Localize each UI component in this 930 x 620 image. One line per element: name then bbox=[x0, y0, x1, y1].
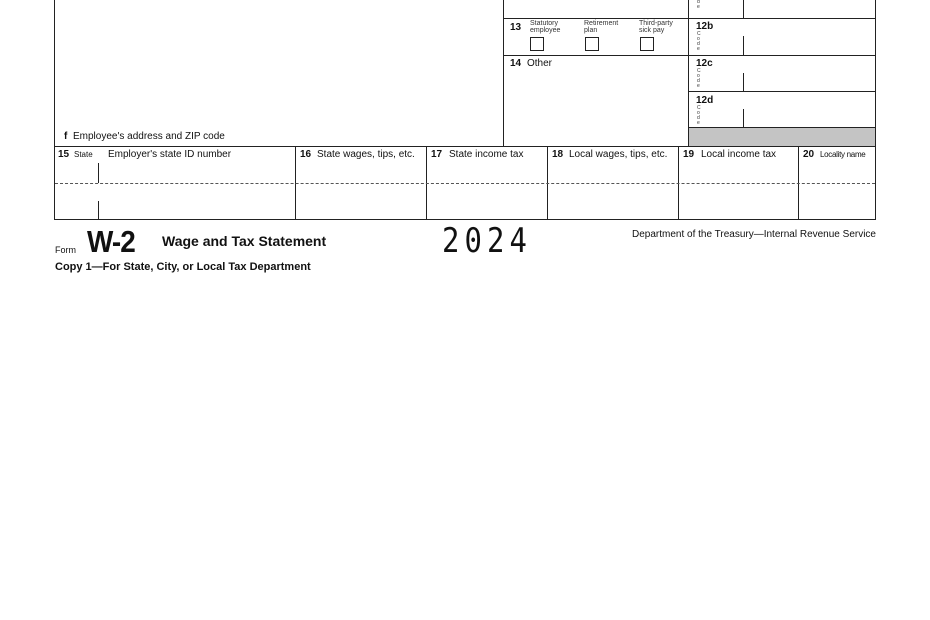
code-tick bbox=[743, 36, 744, 55]
box15-num: 15 bbox=[58, 149, 70, 160]
tax-year: 2024 bbox=[442, 221, 533, 261]
box20-num: 20 bbox=[803, 149, 815, 160]
box12c-amount-input[interactable] bbox=[745, 56, 875, 91]
form-name: W-2 bbox=[87, 224, 135, 259]
code-label: Code bbox=[697, 31, 701, 52]
third-party-sick-pay-checkbox[interactable] bbox=[640, 37, 654, 51]
box14-label: Other bbox=[527, 58, 553, 69]
code-tick bbox=[743, 73, 744, 91]
box13-num: 13 bbox=[510, 22, 522, 33]
box17-label: State income tax bbox=[449, 149, 524, 160]
retirement-plan-checkbox[interactable] bbox=[585, 37, 599, 51]
divider bbox=[54, 219, 876, 220]
box17-num: 17 bbox=[431, 149, 443, 160]
box16-label: State wages, tips, etc. bbox=[317, 149, 415, 160]
copy-label: Copy 1—For State, City, or Local Tax Department bbox=[55, 261, 311, 273]
employer-state-id-label: Employer's state ID number bbox=[108, 149, 232, 160]
box18-label: Local wages, tips, etc. bbox=[569, 149, 668, 160]
divider bbox=[54, 146, 876, 147]
box12d-amount-input[interactable] bbox=[745, 92, 875, 127]
row-separator bbox=[55, 183, 875, 184]
box12c-label: 12c bbox=[696, 58, 713, 69]
box16-num: 16 bbox=[300, 149, 312, 160]
box15-label: State bbox=[74, 150, 93, 159]
statutory-employee-checkbox[interactable] bbox=[530, 37, 544, 51]
form-title: Wage and Tax Statement bbox=[162, 233, 327, 249]
form-word: Form bbox=[55, 245, 76, 255]
box19-num: 19 bbox=[683, 149, 695, 160]
box19-label: Local income tax bbox=[701, 149, 777, 160]
box12b-label: 12b bbox=[696, 21, 714, 32]
agency: Department of the Treasury—Internal Revenue Service bbox=[631, 229, 876, 240]
statutory-employee-label: Statutory employee bbox=[530, 20, 561, 34]
box-f-letter: f bbox=[64, 131, 68, 142]
code-tick bbox=[743, 109, 744, 127]
code-label: Code bbox=[697, 105, 701, 126]
third-party-sick-pay-label: Third-party sick pay bbox=[639, 20, 673, 34]
border-left bbox=[54, 0, 55, 220]
retirement-plan-label: Retirement plan bbox=[584, 20, 619, 34]
code-label: Code bbox=[697, 68, 701, 89]
border-right bbox=[875, 0, 876, 220]
box14-input[interactable] bbox=[504, 72, 687, 145]
box20-label: Locality name bbox=[820, 150, 866, 159]
code-label: de bbox=[697, 0, 700, 10]
box14-num: 14 bbox=[510, 58, 522, 69]
box12b-amount-input[interactable] bbox=[745, 19, 875, 55]
box12d-label: 12d bbox=[696, 95, 714, 106]
shaded-area bbox=[689, 128, 875, 146]
code-tick bbox=[743, 0, 744, 18]
box-f-label: Employee's address and ZIP code bbox=[73, 131, 225, 142]
divider bbox=[688, 0, 689, 146]
box18-num: 18 bbox=[552, 149, 564, 160]
